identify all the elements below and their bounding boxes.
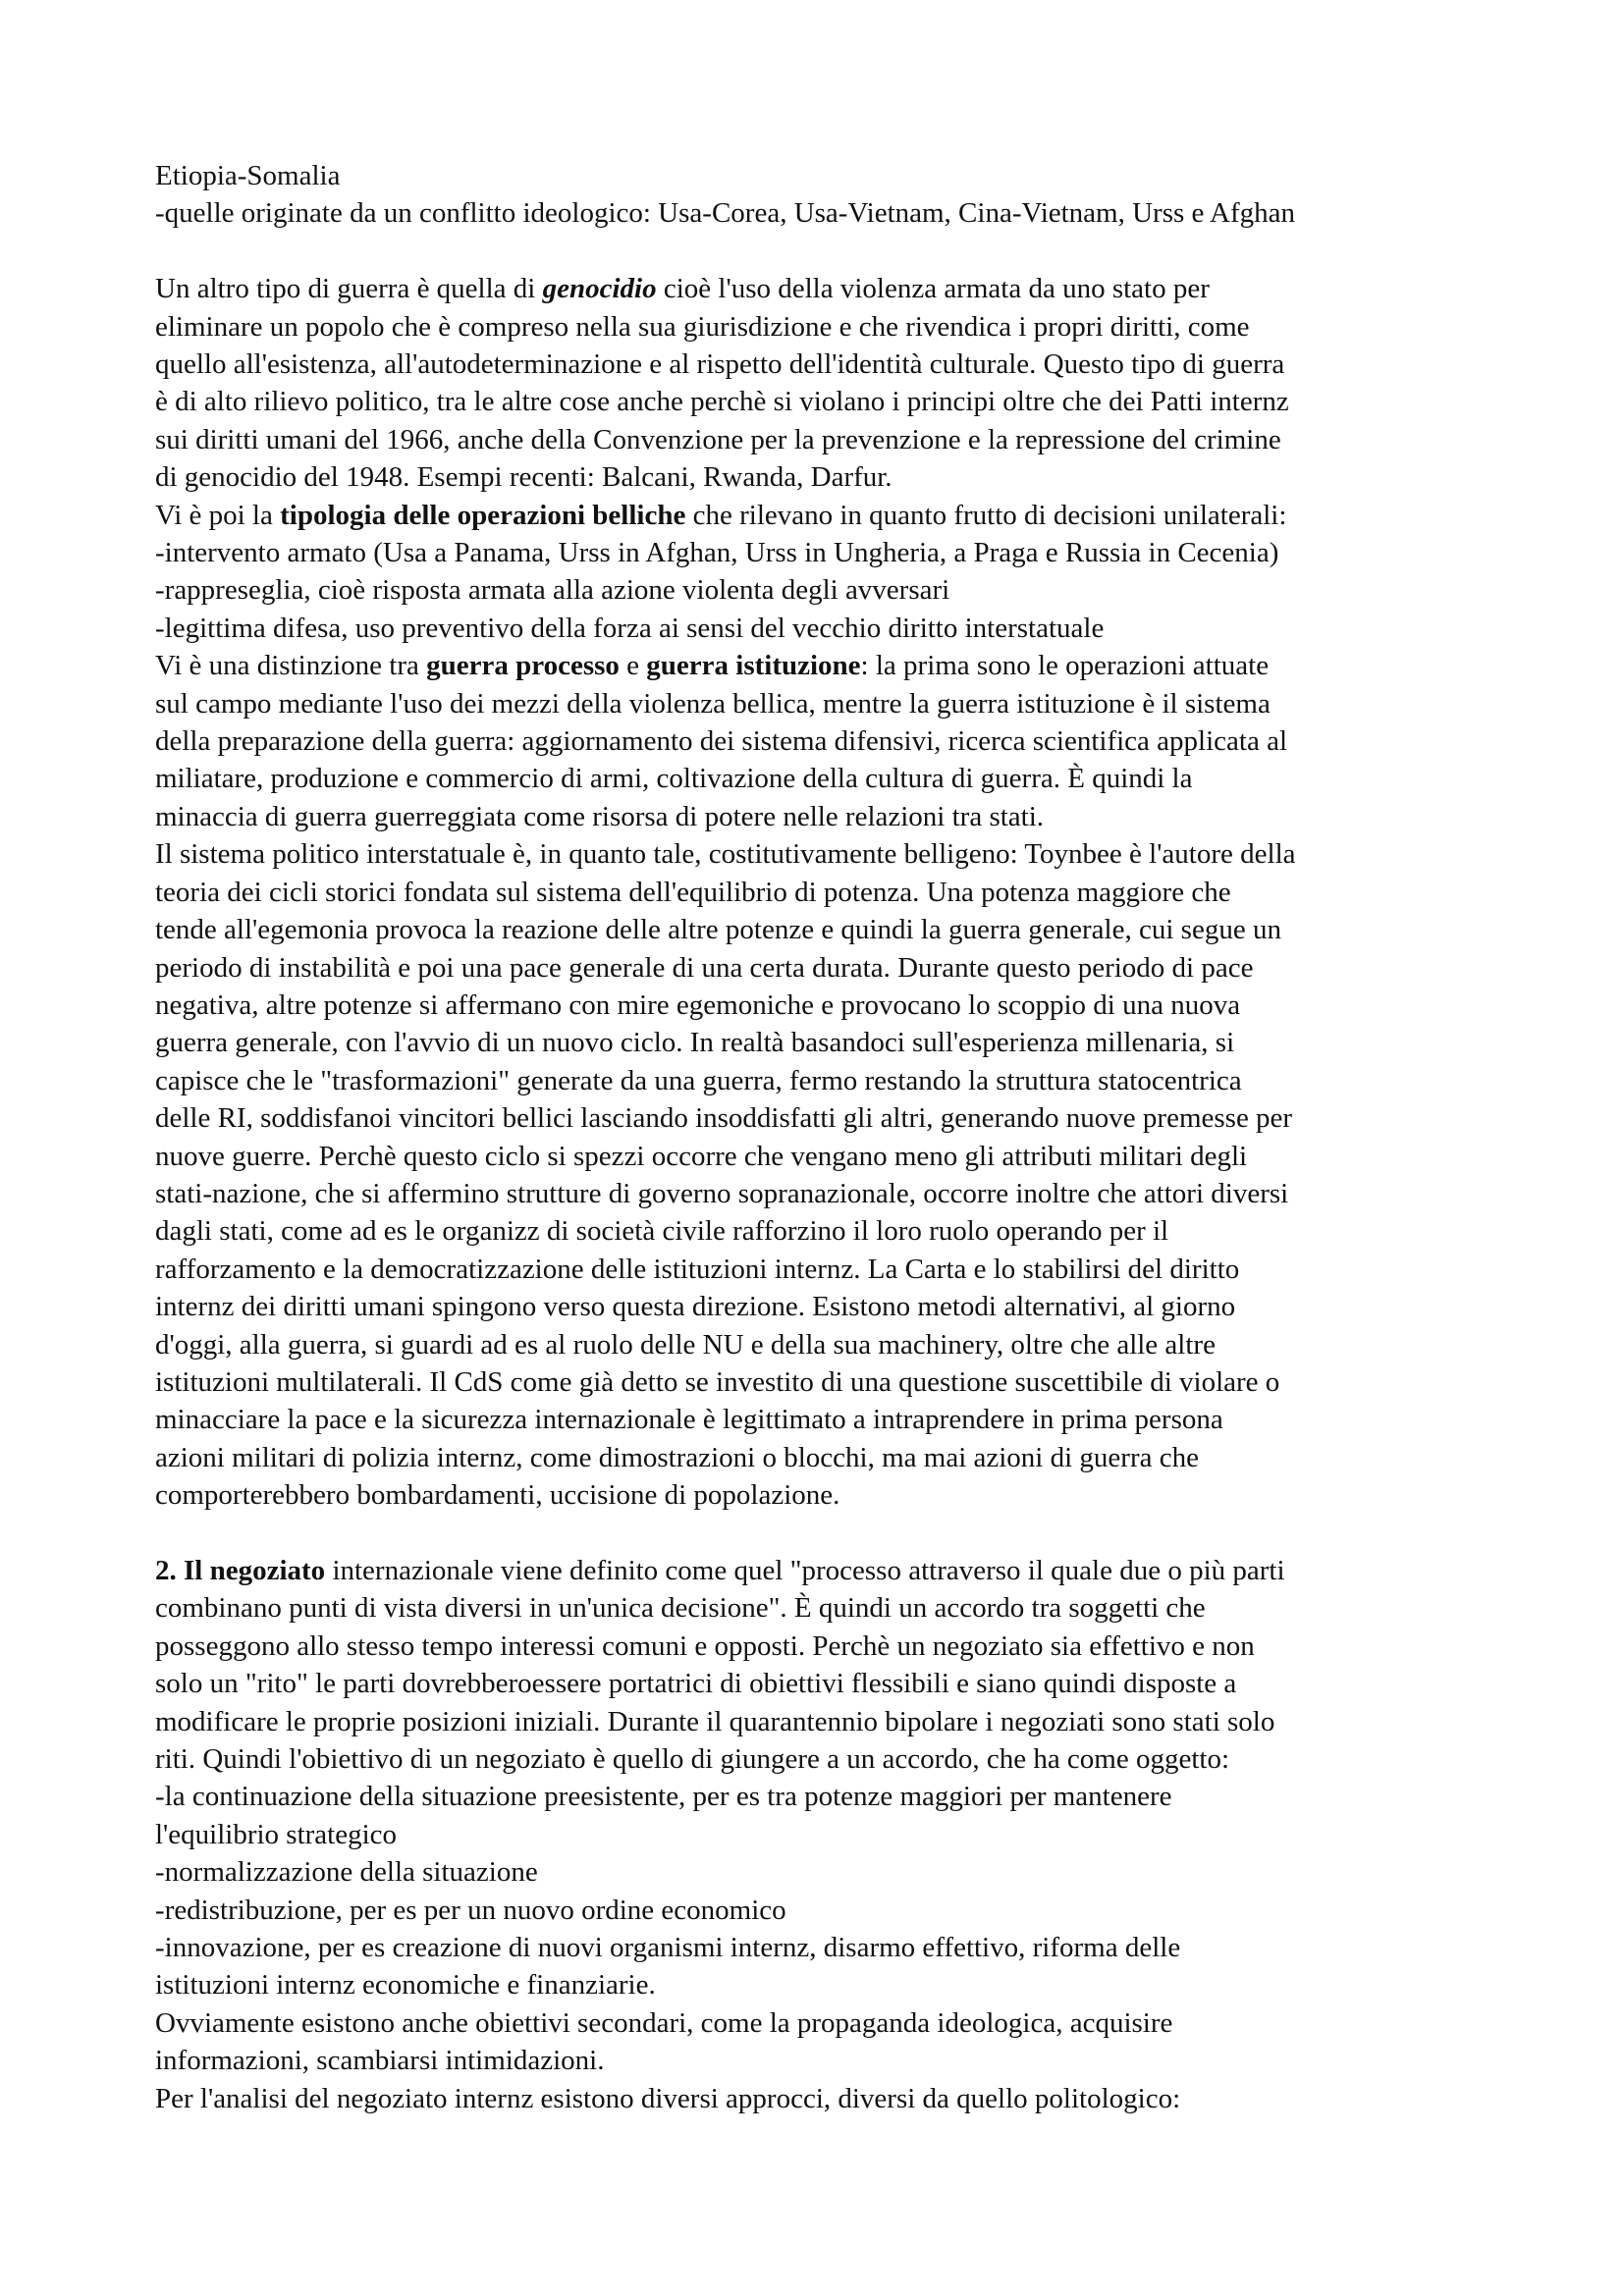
paragraph-gap bbox=[155, 233, 1490, 270]
operations-term: tipologia delle operazioni belliche bbox=[280, 499, 686, 531]
list-item: -intervento armato (Usa a Panama, Urss in Afghan, Urss in Ungheria, a Praga e Russia in Cecenia) bbox=[155, 537, 1279, 569]
negotiation-paragraph: 2. Il negoziato internazionale viene definito come quel "processo attraverso il quale due o più parti combinano punti di vista diversi in un'unica decisione". È quindi un accordo tra soggetti che posseggono allo stesso tempo interessi comuni e opposti. Perchè un negoziato sia effettivo e non solo un "rito" le parti dovrebberoessere portatrici di obiettivi flessibili e siano quindi disposte a modificare le proprie posizioni iniziali. Durante il quarantennio bipolare i negoziati sono stati solo riti. Quindi l'obiettivo di un negoziato è quello di giungere a un accordo, che ha come oggetto: bbox=[155, 1555, 1285, 1776]
list-item: -redistribuzione, per es per un nuovo ordine economico bbox=[155, 1894, 786, 1926]
intro-list-item: -quelle originate da un conflitto ideologico: Usa-Corea, Usa-Vietnam, Cina-Vietnam, Urss e Afghan bbox=[155, 197, 1296, 230]
guerra-istituzione-term: guerra istituzione bbox=[646, 650, 861, 682]
list-item: -legittima difesa, uso preventivo della forza ai sensi del vecchio diritto interstatuale bbox=[155, 612, 1105, 644]
genocide-term: genocidio bbox=[542, 273, 657, 305]
document-page bbox=[155, 157, 1490, 2117]
paragraph-gap bbox=[155, 1515, 1490, 1552]
list-item: -innovazione, per es creazione di nuovi organismi internz, disarmo effettivo, riforma delle istituzioni internz economiche e finanziarie. bbox=[155, 1932, 1181, 2002]
list-item: -normalizzazione della situazione bbox=[155, 1856, 538, 1889]
secondary-objectives-paragraph: Ovviamente esistono anche obiettivi secondari, come la propaganda ideologica, acquisire informazioni, scambiarsi intimidazioni. bbox=[155, 2006, 1173, 2077]
genocide-paragraph: Un altro tipo di guerra è quella di genocidio cioè l'uso della violenza armata da uno stato per eliminare un popolo che è compreso nella sua giurisdizione e che rivendica i propri diritti, come quello all'esistenza, all'autodeterminazione e al rispetto dell'identità culturale. Questo tipo di guerra è di alto rilievo politico, tra le altre cose anche perchè si violano i principi oltre che dei Patti internz sui diritti umani del 1966, anche della Convenzione per la prevenzione e la repressione del crimine di genocidio del 1948. Esempi recenti: Balcani, Rwanda, Darfur. bbox=[155, 273, 1289, 494]
list-item: -rappreseglia, cioè risposta armata alla azione violenta degli avversari bbox=[155, 574, 950, 607]
approaches-paragraph: Per l'analisi del negoziato internz esistono diversi approcci, diversi da quello politologico: bbox=[155, 2082, 1181, 2114]
operations-paragraph: Vi è poi la tipologia delle operazioni belliche che rilevano in quanto frutto di decisioni unilaterali: bbox=[155, 499, 1287, 531]
system-paragraph: Il sistema politico interstatuale è, in quanto tale, costitutivamente belligeno: Toynbee è l'autore della teoria dei cicli storici fondata sul sistema dell'equilibrio di potenza. Una potenza maggiore che tende all'egemonia provoca la reazione delle altre potenze e quindi la guerra generale, cui segue un periodo di instabilità e poi una pace generale di una certa durata. Durante questo periodo di pace negativa, altre potenze si affermano con mire egemoniche e provocano lo scoppio di una nuova guerra generale, con l'avvio di un nuovo ciclo. In realtà basandoci sull'esperienza millenaria, si capisce che le "trasformazioni" generate da una guerra, fermo restando la struttura statocentrica delle RI, soddisfanoi vincitori bellici lasciando insoddisfatti gli altri, generando nuove premesse per nuove guerre. Perchè questo ciclo si spezzi occorre che vengano meno gli attributi militari degli stati-nazione, che si affermino strutture di governo sopranazionale, occorre inoltre che attori diversi dagli stati, come ad es le organizz di società civile rafforzino il loro ruolo operando per il rafforzamento e la democratizzazione delle istituzioni internz. La Carta e lo stabilirsi del diritto internz dei diritti umani spingono verso questa direzione. Esistono metodi alternativi, al giorno d'oggi, alla guerra, si guardi ad es al ruolo delle NU e della sua machinery, oltre che alle altre istituzioni multilaterali. Il CdS come già detto se investito di una questione suscettibile di violare o minacciare la pace e la sicurezza internazionale è legittimato a intraprendere in prima persona azioni militari di polizia internz, come dimostrazioni o blocchi, ma mai azioni di guerra che comporterebbero bombardamenti, uccisione di popolazione. bbox=[155, 838, 1296, 1512]
distinction-paragraph: Vi è una distinzione tra guerra processo e guerra istituzione: la prima sono le operazioni attuate sul campo mediante l'uso dei mezzi della violenza bellica, mentre la guerra istituzione è il sistema della preparazione della guerra: aggiornamento dei sistema difensivi, ricerca scientifica applicata al miliatare, produzione e commercio di armi, coltivazione della cultura di guerra. È quindi la minaccia di guerra guerreggiata come risorsa di potere nelle relazioni tra stati. bbox=[155, 650, 1288, 832]
intro-heading: Etiopia-Somalia bbox=[155, 160, 341, 191]
negotiation-heading: 2. Il negoziato bbox=[155, 1555, 326, 1586]
list-item: -la continuazione della situazione preesistente, per es tra potenze maggiori per mantenere l'equilibrio strategico bbox=[155, 1781, 1172, 1850]
guerra-processo-term: guerra processo bbox=[426, 650, 620, 682]
